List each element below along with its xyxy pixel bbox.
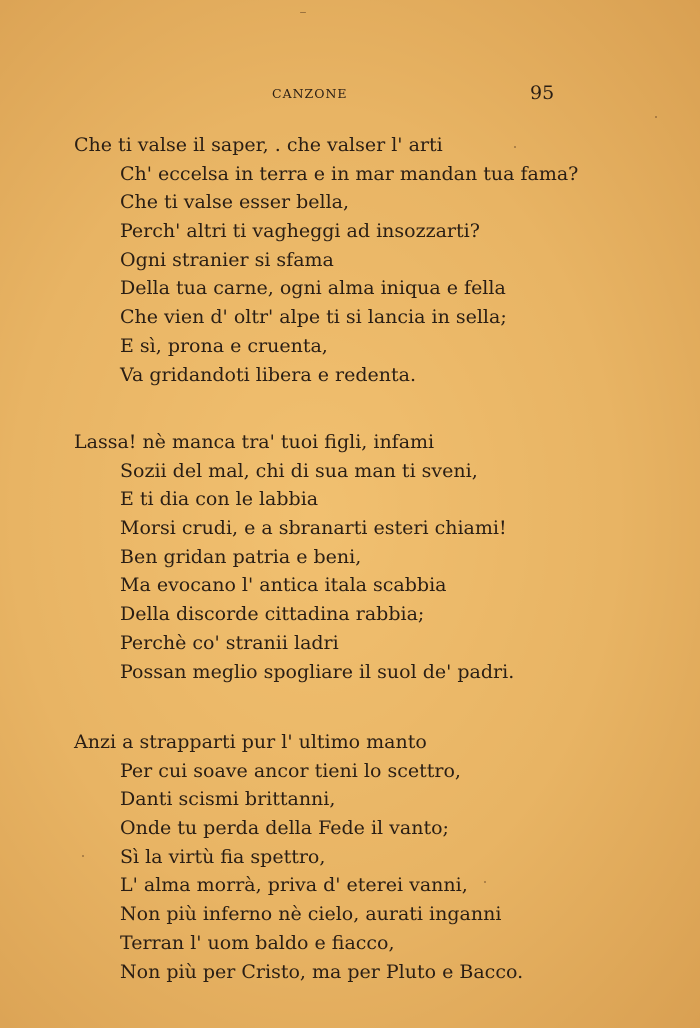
verse-line: Sì la virtù fia spettro, [120,845,326,868]
verse-line: Lassa! nè manca tra' tuoi figli, infami [74,431,435,453]
running-title: CANZONE [272,86,348,101]
verse-line: Anzi a strapparti pur l' ultimo manto [74,731,427,753]
verse-line: Perchè co' stranii ladri [120,631,339,654]
verse-line: Ben gridan patria e beni, [120,545,362,568]
paper-speck [484,881,486,883]
verse-line: Ogni stranier si sfama [120,248,334,271]
verse-line: E sì, prona e cruenta, [120,334,328,357]
page-number: 95 [530,82,555,104]
page-header [0,82,700,106]
stanza-3 [74,728,634,986]
verse-line: Perch' altri ti vagheggi ad insozzarti? [120,220,480,243]
stanza-1 [74,131,634,389]
verse-line: Per cui soave ancor tieni lo scettro, [120,759,461,782]
verse-line: Morsi crudi, e a sbranarti esteri chiami! [120,517,507,540]
verse-line: Terran l' uom baldo e fiacco, [120,931,395,954]
paper-speck [655,116,657,118]
verse-line: Che ti valse esser bella, [120,191,350,214]
verse-line: Che ti valse il saper, . che valser l' arti [74,134,443,156]
paper-speck [300,12,306,13]
verse-line: Della tua carne, ogni alma iniqua e fella [120,277,506,300]
verse-line: Danti scismi brittanni, [120,788,336,811]
stanza-2 [74,428,634,686]
verse-line: Onde tu perda della Fede il vanto; [120,817,449,840]
paper-speck [514,146,516,148]
verse-line: E ti dia con le labbia [120,488,319,511]
verse-line: Non più per Cristo, ma per Pluto e Bacco. [120,960,524,983]
verse-line: L' alma morrà, priva d' eterei vanni, [120,874,468,897]
paper-speck [82,855,84,857]
verse-line: Ch' eccelsa in terra e in mar mandan tua fama? [120,162,579,185]
verse-line: Che vien d' oltr' alpe ti si lancia in sella; [120,306,507,329]
verse-line: Non più inferno nè cielo, aurati inganni [120,903,502,926]
verse-line: Ma evocano l' antica itala scabbia [120,574,447,597]
verse-line: Della discorde cittadina rabbia; [120,603,425,626]
verse-line: Sozii del mal, chi di sua man ti sveni, [120,459,478,482]
verse-line: Va gridandoti libera e redenta. [120,363,417,386]
verse-line: Possan meglio spogliare il suol de' padri. [120,660,515,683]
